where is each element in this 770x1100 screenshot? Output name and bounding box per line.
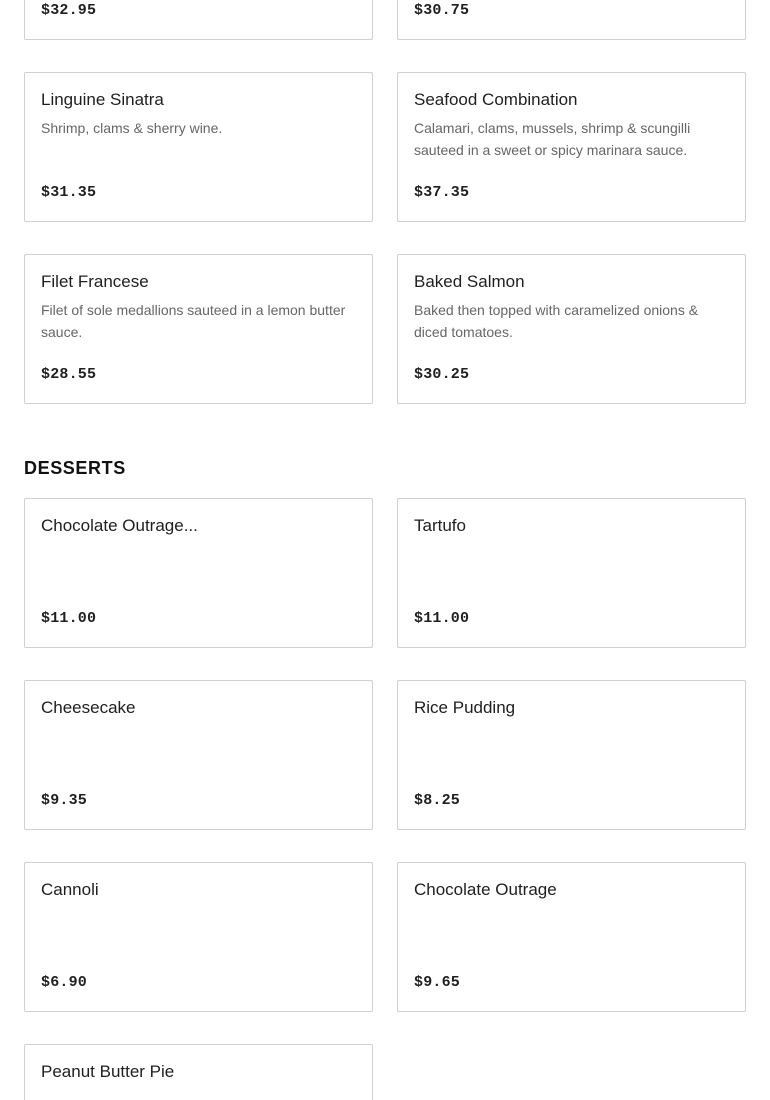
menu-item-description: Shrimp, clams & sherry wine.: [41, 120, 223, 136]
menu-item-price: $6.90: [41, 974, 88, 991]
menu-grid-seafood: [24, 0, 746, 404]
menu-item-card[interactable]: [397, 498, 746, 648]
menu-item-price: $37.35: [414, 184, 470, 201]
menu-item-card[interactable]: [397, 254, 746, 404]
menu-item-description: Filet of sole medallions sauteed in a lemon butter sauce.: [41, 302, 346, 340]
menu-item-price: $30.25: [414, 366, 470, 383]
menu-item-description: Calamari, clams, mussels, shrimp & scungilli sauteed in a sweet or spicy marinara sauce.: [414, 120, 691, 158]
menu-item-name: Chocolate Outrage: [414, 880, 557, 899]
menu-item-price: $31.35: [41, 184, 97, 201]
menu-item-price: $8.25: [414, 792, 461, 809]
menu-item-name: Filet Francese: [41, 272, 149, 291]
menu-item-card[interactable]: [24, 0, 373, 40]
menu-item-price: $32.95: [41, 2, 97, 19]
menu-item-name: Tartufo: [414, 516, 466, 535]
menu-item-card[interactable]: [24, 72, 373, 222]
menu-item-card[interactable]: [24, 862, 373, 1012]
menu-item-card[interactable]: [24, 1044, 373, 1100]
menu-item-price: $28.55: [41, 366, 97, 383]
menu-item-name: Peanut Butter Pie: [41, 1062, 175, 1081]
menu-item-card[interactable]: [397, 0, 746, 40]
menu-item-card[interactable]: [397, 680, 746, 830]
menu-item-card[interactable]: [24, 498, 373, 648]
menu-item-name: Cannoli: [41, 880, 99, 899]
menu-grid-desserts: [24, 498, 746, 1100]
menu-item-card[interactable]: [24, 254, 373, 404]
menu-item-price: $30.75: [414, 2, 470, 19]
menu-item-name: Chocolate Outrage...: [41, 516, 198, 535]
menu-item-price: $11.00: [41, 610, 97, 627]
menu-item-card[interactable]: [397, 862, 746, 1012]
menu-item-name: Linguine Sinatra: [41, 90, 164, 109]
menu-item-price: $9.35: [41, 792, 88, 809]
menu-item-price: $11.00: [414, 610, 470, 627]
menu-item-card[interactable]: [397, 72, 746, 222]
section-title-desserts: DESSERTS: [24, 458, 126, 478]
menu-item-name: Cheesecake: [41, 698, 136, 717]
menu-item-name: Baked Salmon: [414, 272, 525, 291]
menu-item-description: Baked then topped with caramelized onions & diced tomatoes.: [414, 302, 699, 340]
menu-item-price: $9.65: [414, 974, 461, 991]
menu-item-card[interactable]: [24, 680, 373, 830]
menu-item-name: Seafood Combination: [414, 90, 578, 109]
menu-item-name: Rice Pudding: [414, 698, 516, 717]
